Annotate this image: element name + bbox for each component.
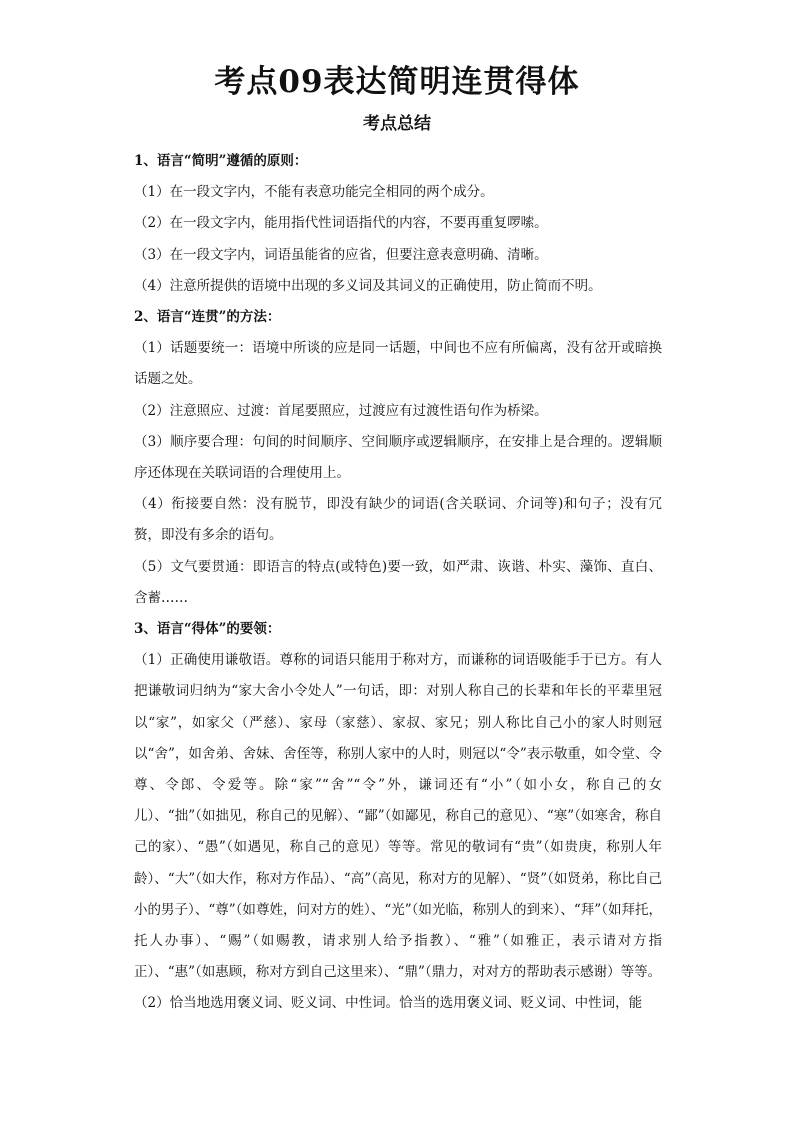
page-title: 考点09表达简明连贯得体 [214, 64, 580, 100]
paragraph: （3）顺序要合理：句间的时间顺序、空间顺序或逻辑顺序，在安排上是合理的。逻辑顺序还体现在关联词语的合理使用上。 [134, 433, 662, 482]
paragraph: （1）话题要统一：语境中所谈的应是同一话题，中间也不应有所偏离，没有岔开或暗换话题之处。 [134, 340, 662, 388]
paragraph: （2）在一段文字内，能用指代性词语指代的内容，不要再重复啰嗦。 [134, 215, 548, 232]
section-heading-2: 2、语言“连贯”的方法： [134, 309, 281, 326]
paragraph: （2）恰当地选用褒义词、贬义词、中性词。恰当的选用褒义词、贬义词、中性词，能 [134, 995, 643, 1012]
paragraph: （1）正确使用谦敬语。尊称的词语只能用于称对方，而谦称的词语吸能手于已方。有人把谦敬词归纳为“家大舍小令处人”一句话，即：对别人称自己的长辈和年长的平辈里冠以“家”，如家父（严慈）、家母（家慈）、家叔、家兄；别人称比自己小的家人时则冠以“舍”，如舍弟、舍妹、舍侄等，称别人家中的人时，则冠以“令”表示敬重，如令堂、令尊、令郎、令爱等。除“家”“舍”“令”外，谦词还有“小”（如小女，称自己的女儿）、“拙”（如拙见，称自己的见解）、“鄙”（如鄙见，称自己的意见）、“寒”（如寒舍，称自己的家）、“愚”（如遇见，称自己的意见）等等。常见的敬词有“贵”（如贵庚，称别人年龄）、“大”（如大作，称对方作品）、“高”（高见，称对方的见解）、“贤”（如贤弟，称比自己小的男子）、“尊”（如尊姓，问对方的姓）、“光”（如光临，称别人的到来）、“拜”（如拜托，托人办事）、“赐”（如赐教，请求别人给予指教）、“雅”（如雅正，表示请对方指正）、“惠”（如惠顾，称对方到自己这里来）、“鼎”（鼎力，对对方的帮助表示感谢）等等。 [134, 652, 662, 981]
paragraph: （5）文气要贯通：即语言的特点(或特色)要一致，如严肃、诙谐、朴实、藻饰、直白、含蓄…… [134, 558, 662, 606]
section-heading-3: 3、语言“得体”的要领： [134, 621, 281, 638]
paragraph: （2）注意照应、过渡：首尾要照应，过渡应有过渡性语句作为桥梁。 [134, 402, 548, 419]
page-subtitle: 考点总结 [363, 114, 431, 134]
paragraph: （1）在一段文字内，不能有表意功能完全相同的两个成分。 [134, 184, 494, 201]
section-heading-1: 1、语言“简明”遵循的原则： [134, 153, 308, 169]
paragraph: （4）注意所提供的语境中出现的多义词及其词义的正确使用，防止简而不明。 [134, 277, 602, 294]
paragraph: （4）衔接要自然：没有脱节，即没有缺少的词语(含关联词、介词等)和句子；没有冗赘，即没有多余的语句。 [134, 496, 662, 544]
document-body [134, 146, 662, 1020]
paragraph: （3）在一段文字内，词语虽能省的应省，但要注意表意明确、清晰。 [134, 246, 548, 263]
